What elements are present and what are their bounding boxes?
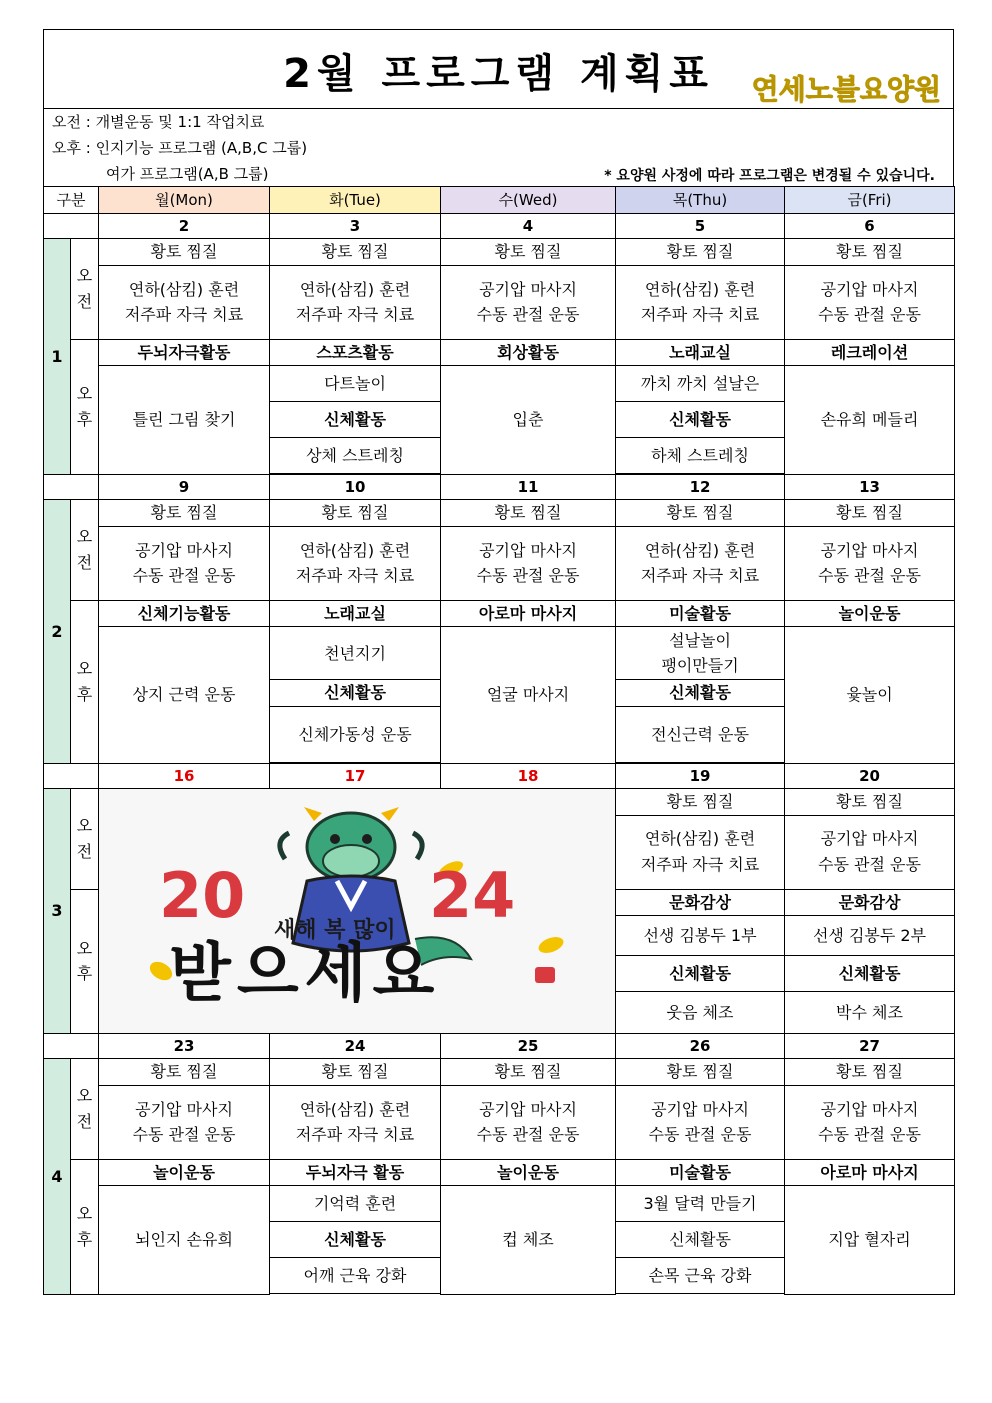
- am-main-cell: 연하(삼킴) 훈련 저주파 자극 치료: [270, 1085, 441, 1159]
- date-row: [44, 214, 955, 239]
- date-cell: 12: [616, 475, 785, 500]
- date-cell: 9: [99, 475, 270, 500]
- year-left-text: 20: [159, 859, 246, 933]
- date-row: [44, 763, 955, 788]
- am-main-cell: 공기압 마사지 수동 관절 운동: [441, 526, 616, 600]
- date-cell: 6: [785, 214, 955, 239]
- week-label: 1: [44, 239, 71, 475]
- pm-category-cell: 신체활동: [270, 402, 441, 438]
- organization-name: 연세노블요양원: [751, 73, 941, 106]
- division-header: 구분: [44, 187, 99, 214]
- pm-activity-cell: 박수 체조: [785, 992, 955, 1034]
- date-cell: 26: [616, 1034, 785, 1059]
- pm-activity-cell: 천년지기: [270, 627, 441, 680]
- pm-category-cell: 신체활동: [616, 956, 785, 992]
- date-cell: 11: [441, 475, 616, 500]
- holiday-date-cell: 18: [441, 763, 616, 788]
- pm-category-cell: 레크레이션: [785, 339, 955, 366]
- date-cell: 3: [270, 214, 441, 239]
- date-row: [44, 1034, 955, 1059]
- pm-category-cell: 놀이운동: [99, 1159, 270, 1186]
- pm-category-cell: 아로마 마사지: [785, 1159, 955, 1186]
- pm-category-cell: 스포츠활동: [270, 339, 441, 366]
- pm-category-cell: 신체활동: [616, 402, 785, 438]
- new-year-illustration: [99, 789, 611, 1033]
- am-top-cell: 황토 찜질: [616, 1059, 785, 1086]
- date-cell: 2: [99, 214, 270, 239]
- pm-activity-cell: 윷놀이: [785, 627, 955, 764]
- date-cell: 23: [99, 1034, 270, 1059]
- date-cell: 4: [441, 214, 616, 239]
- am-top-cell: 황토 찜질: [99, 1059, 270, 1086]
- pm-category-cell: 두뇌자극 활동: [270, 1159, 441, 1186]
- pm-category-cell: 신체활동: [270, 680, 441, 707]
- pm-activity-cell: 선생 김봉두 2부: [785, 916, 955, 956]
- pm-activity-cell: 컵 체조: [441, 1186, 616, 1295]
- page-title: 2월 프로그램 계획표: [283, 51, 714, 97]
- program-notes: [43, 108, 954, 186]
- pm-activity-cell: 기억력 훈련: [270, 1186, 441, 1222]
- am-main-cell: 공기압 마사지 수동 관절 운동: [785, 265, 955, 339]
- pm-category-cell: 노래교실: [616, 339, 785, 366]
- pm-activity-cell: 신체활동: [616, 1222, 785, 1258]
- am-top-cell: 황토 찜질: [99, 239, 270, 266]
- holiday-date-cell: 17: [270, 763, 441, 788]
- date-cell: 10: [270, 475, 441, 500]
- schedule-table: [43, 186, 955, 1295]
- pm-category-cell: 미술활동: [616, 1159, 785, 1186]
- am-main-cell: 공기압 마사지 수동 관절 운동: [616, 1085, 785, 1159]
- pm-activity-cell: 손목 근육 강화: [616, 1258, 785, 1294]
- am-top-cell: 황토 찜질: [785, 1059, 955, 1086]
- pm-activity-cell: 전신근력 운동: [616, 706, 785, 762]
- am-top-cell: 황토 찜질: [270, 500, 441, 527]
- pm-category-cell: 미술활동: [616, 600, 785, 627]
- pm-label: 오 후: [71, 889, 99, 1034]
- am-label: 오 전: [71, 500, 99, 601]
- pm-activity-cell: 신체가동성 운동: [270, 706, 441, 762]
- pm-category-cell: 신체활동: [270, 1222, 441, 1258]
- banner-big-text: 받으세요: [169, 937, 441, 1012]
- header-row: [44, 187, 955, 214]
- pm-category-cell: 놀이운동: [785, 600, 955, 627]
- date-row: [44, 475, 955, 500]
- am-top-cell: 황토 찜질: [441, 500, 616, 527]
- pm-activity-cell: 어깨 근육 강화: [270, 1258, 441, 1294]
- am-main-cell: 연하(삼킴) 훈련 저주파 자극 치료: [270, 265, 441, 339]
- date-cell: 24: [270, 1034, 441, 1059]
- pm-activity-cell: 설날놀이 팽이만들기: [616, 627, 785, 680]
- pm-label: 오 후: [71, 1159, 99, 1294]
- year-right-text: 24: [429, 859, 516, 933]
- am-main-cell: 연하(삼킴) 훈련 저주파 자극 치료: [616, 526, 785, 600]
- pm-activity-cell: 선생 김봉두 1부: [616, 916, 785, 956]
- banner-small-text: 새해 복 많이: [274, 918, 396, 944]
- am-main-cell: 공기압 마사지 수동 관절 운동: [99, 1085, 270, 1159]
- pm-category-cell: 아로마 마사지: [441, 600, 616, 627]
- am-main-cell: 연하(삼킴) 훈련 저주파 자극 치료: [616, 815, 785, 889]
- pm-activity-cell: 틀린 그림 찾기: [99, 366, 270, 475]
- tuesday-header: 화(Tue): [270, 187, 441, 214]
- date-cell: 25: [441, 1034, 616, 1059]
- pm-label: 오 후: [71, 600, 99, 763]
- pm-category-cell: 문화감상: [616, 889, 785, 916]
- am-top-cell: 황토 찜질: [785, 788, 955, 815]
- pm-category-cell: 신체활동: [616, 680, 785, 707]
- date-cell: 27: [785, 1034, 955, 1059]
- wednesday-header: 수(Wed): [441, 187, 616, 214]
- week-label: 2: [44, 500, 71, 764]
- pm-category-cell: 신체기능활동: [99, 600, 270, 627]
- thursday-header: 목(Thu): [616, 187, 785, 214]
- holiday-date-cell: 16: [99, 763, 270, 788]
- date-row-spacer: [44, 763, 99, 788]
- date-row-spacer: [44, 475, 99, 500]
- am-main-cell: 공기압 마사지 수동 관절 운동: [785, 1085, 955, 1159]
- am-main-cell: 공기압 마사지 수동 관절 운동: [785, 526, 955, 600]
- am-label: 오 전: [71, 788, 99, 889]
- pm-category-cell: 문화감상: [785, 889, 955, 916]
- pm-activity-cell: 3월 달력 만들기: [616, 1186, 785, 1222]
- change-notice: * 요양원 사정에 따라 프로그램은 변경될 수 있습니다.: [604, 168, 935, 184]
- am-label: 오 전: [71, 1059, 99, 1160]
- date-cell: 5: [616, 214, 785, 239]
- pm-activity-cell: 입춘: [441, 366, 616, 475]
- pm-activity-cell: 하체 스트레칭: [616, 438, 785, 474]
- am-top-cell: 황토 찜질: [99, 500, 270, 527]
- title-bar: [43, 29, 954, 108]
- pm-activity-cell: 지압 혈자리: [785, 1186, 955, 1295]
- schedule-document: [43, 29, 954, 1295]
- pm-activity-cell: 뇌인지 손유희: [99, 1186, 270, 1295]
- pm-activity-cell: 웃음 체조: [616, 992, 785, 1034]
- am-top-cell: 황토 찜질: [616, 239, 785, 266]
- am-main-cell: 연하(삼킴) 훈련 저주파 자극 치료: [270, 526, 441, 600]
- date-cell: 20: [785, 763, 955, 788]
- pm-activity-cell: 손유희 메들리: [785, 366, 955, 475]
- new-year-banner: [99, 788, 616, 1033]
- pm-category-cell: 놀이운동: [441, 1159, 616, 1186]
- pm-activity-cell: 얼굴 마사지: [441, 627, 616, 764]
- date-row-spacer: [44, 1034, 99, 1059]
- pm-category-cell: 노래교실: [270, 600, 441, 627]
- week-label: 4: [44, 1059, 71, 1295]
- pm-activity-cell: 상체 스트레칭: [270, 438, 441, 474]
- am-top-cell: 황토 찜질: [785, 500, 955, 527]
- am-top-cell: 황토 찜질: [441, 1059, 616, 1086]
- pm-activity-cell: 까치 까치 설날은: [616, 366, 785, 402]
- pm-category-cell: 회상활동: [441, 339, 616, 366]
- am-top-cell: 황토 찜질: [270, 239, 441, 266]
- am-main-cell: 공기압 마사지 수동 관절 운동: [99, 526, 270, 600]
- am-top-cell: 황토 찜질: [785, 239, 955, 266]
- am-main-cell: 공기압 마사지 수동 관절 운동: [441, 1085, 616, 1159]
- note-pm-2: 여가 프로그램(A,B 그룹): [106, 165, 269, 183]
- am-main-cell: 공기압 마사지 수동 관절 운동: [785, 815, 955, 889]
- week-label: 3: [44, 788, 71, 1033]
- monday-header: 월(Mon): [99, 187, 270, 214]
- am-main-cell: 연하(삼킴) 훈련 저주파 자극 치료: [616, 265, 785, 339]
- pm-label: 오 후: [71, 339, 99, 475]
- am-main-cell: 연하(삼킴) 훈련 저주파 자극 치료: [99, 265, 270, 339]
- am-top-cell: 황토 찜질: [616, 500, 785, 527]
- am-top-cell: 황토 찜질: [270, 1059, 441, 1086]
- pm-category-cell: 두뇌자극활동: [99, 339, 270, 366]
- am-top-cell: 황토 찜질: [616, 788, 785, 815]
- am-top-cell: 황토 찜질: [441, 239, 616, 266]
- pm-activity-cell: 상지 근력 운동: [99, 627, 270, 764]
- date-cell: 13: [785, 475, 955, 500]
- am-main-cell: 공기압 마사지 수동 관절 운동: [441, 265, 616, 339]
- note-pm-1: 오후 : 인지기능 프로그램 (A,B,C 그룹): [52, 139, 308, 157]
- pm-category-cell: 신체활동: [785, 956, 955, 992]
- pm-activity-cell: 다트놀이: [270, 366, 441, 402]
- date-cell: 19: [616, 763, 785, 788]
- friday-header: 금(Fri): [785, 187, 955, 214]
- note-am: 오전 : 개별운동 및 1:1 작업치료: [52, 113, 265, 131]
- am-label: 오 전: [71, 239, 99, 340]
- date-row-spacer: [44, 214, 99, 239]
